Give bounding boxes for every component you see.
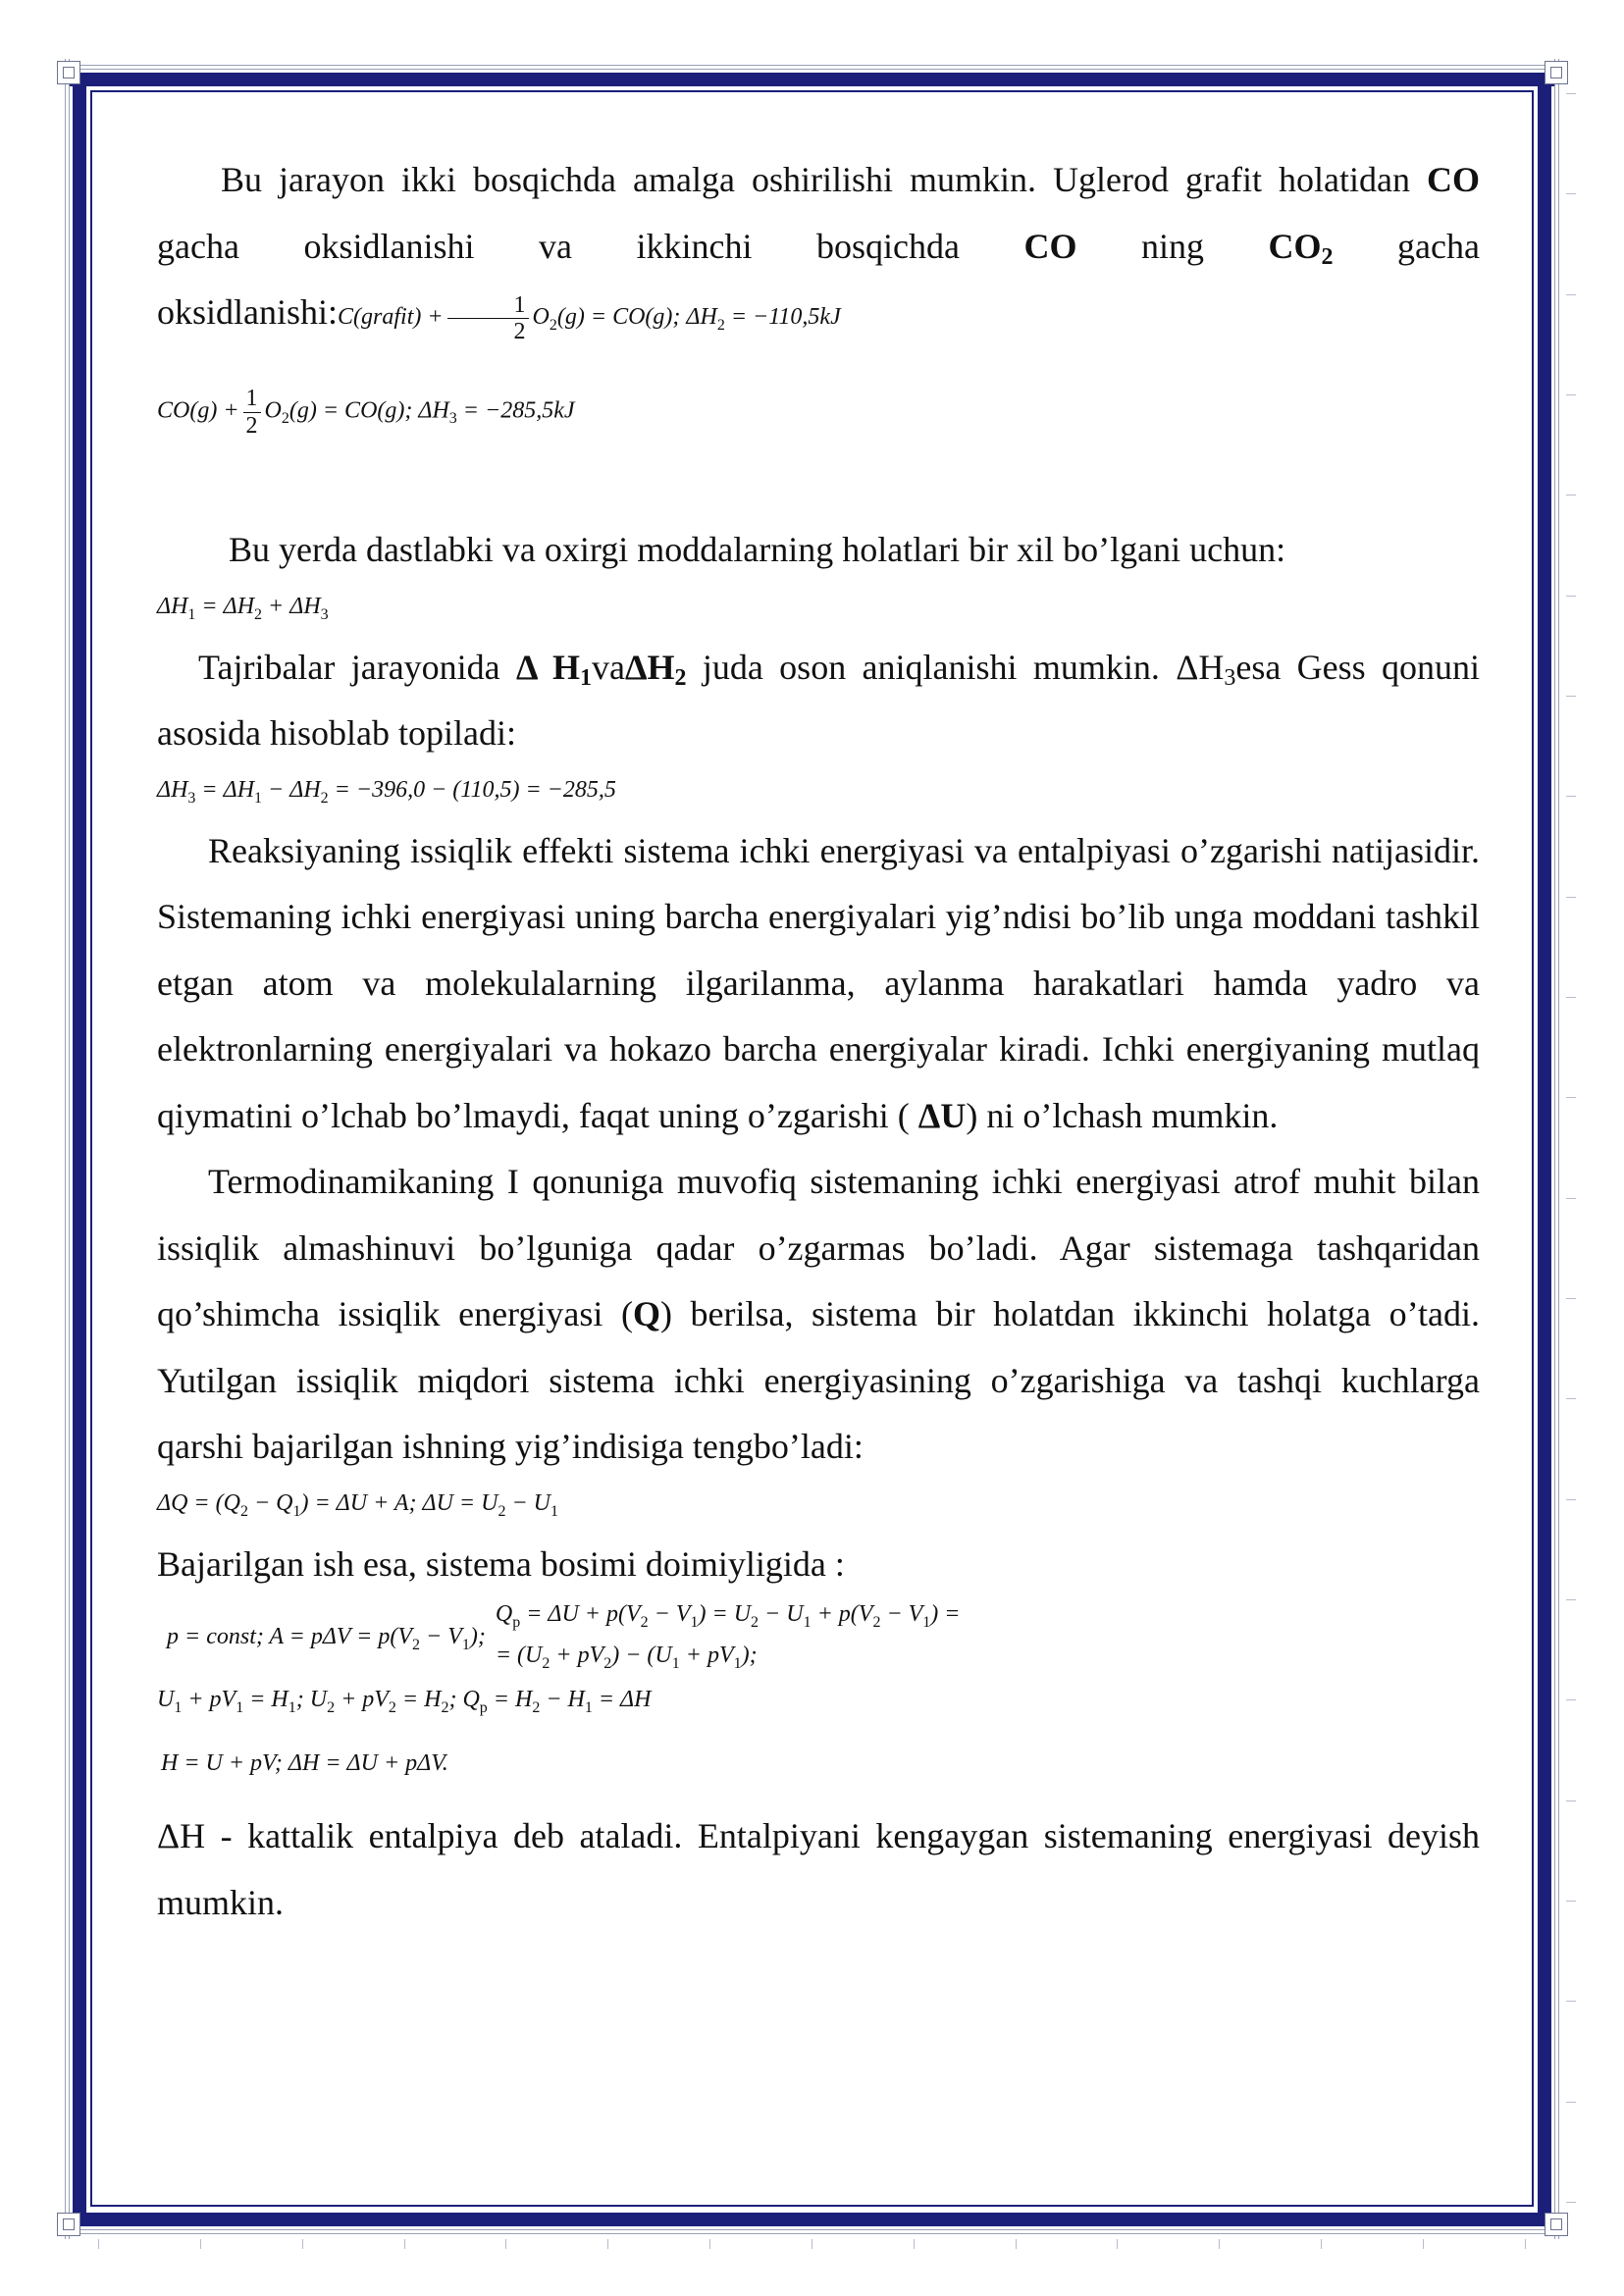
border-tick [1566, 193, 1576, 194]
equation-1: C(grafit) + $\frac{1}{2}$ $O_2(g) = CO(g)$; $\Delta H_2 = -110,5kJ$ [338, 291, 841, 344]
border-inner-line-right [1532, 90, 1534, 2207]
text: Bu jarayon ikki bosqichda amalga oshirilishi mumkin. Uglerod grafit holatidan [221, 160, 1410, 199]
border-tick [1566, 1398, 1576, 1399]
border-inner-line-top [90, 90, 1534, 92]
border-tick [404, 2239, 405, 2249]
delta-h1: Δ $H_1$ [516, 647, 592, 691]
border-tick [1566, 997, 1576, 998]
border-tick [1566, 495, 1576, 496]
paragraph-5: Termodinamikaning I qonuniga muvofiq sistemaning ichki energiyasi atrof muhit bilan issiqlik almashinuvi bo’lguniga qadar o’zgarmas bo’ladi. Agar sistemaga tashqaridan qo’shimcha issiqlik energiyasi (Q) berilsa, sistema bir holatdan ikkinchi holatga o’tadi. Yutilgan issiqlik miqdori sistema ichki energiyasining o’zgarishiga va tashqi kuchlarga qarshi bajarilgan ishning yig’indisiga tengbo’ladi: [157, 1162, 1480, 1467]
equation-5-row [157, 1481, 1480, 1532]
paragraph-1 [157, 147, 1480, 358]
border-tick [1566, 394, 1576, 395]
border-tick [1219, 2239, 1220, 2249]
border-tick [1566, 897, 1576, 898]
equation-5: $\Delta Q = (Q_2 - Q_1) = \Delta U + A$; $\Delta U = U_2 - U_1$ [157, 1490, 558, 1521]
border-corner-top-right [1545, 61, 1568, 84]
border-tick [1566, 294, 1576, 295]
paragraph-3: Tajribalar jarayonida Δ $H_1va\Delta H_2$ juda oson aniqlanishi mumkin. $\Delta H_3esa$ Gess qonuni asosida hisoblab topiladi: [157, 647, 1481, 754]
text: ning [1076, 226, 1269, 266]
equation-8: H = U + pV; ΔH = ΔU + pΔV. [161, 1749, 448, 1776]
border-right-band [1538, 76, 1551, 2220]
border-corner-bottom-right [1545, 2213, 1568, 2236]
paragraph-6: Bajarilgan ish esa, sistema bosimi doimiyligida : [157, 1543, 845, 1584]
border-tick [607, 2239, 608, 2249]
text: gacha oksidlanishi: [157, 226, 1480, 332]
border-left-band [73, 76, 86, 2220]
border-tick [1321, 2239, 1322, 2249]
border-tick [1117, 2239, 1118, 2249]
equation-6-left: p = const; $A = p\Delta V = p(V_2 - V_1)$; [167, 1623, 486, 1653]
document-body [157, 147, 1480, 1936]
equation-6-right: $Q_p = \Delta U + p(V_2 - V_1) = U_2 - U_1 + p(V_2 - V_1)$ = = $(U_2 + pV_2) - (U_1 + pV_1)$; [495, 1600, 961, 1673]
border-tick [302, 2239, 303, 2249]
border-tick [505, 2239, 506, 2249]
equation-7: $U_1 + pV_1 = H_1$; $U_2 + pV_2 = H_2$; $Q_p = H_2 - H_1 = \Delta H$ [157, 1686, 652, 1716]
border-tick [1566, 1198, 1576, 1199]
border-tick [200, 2239, 201, 2249]
border-top-band [70, 73, 1554, 86]
border-tick [709, 2239, 710, 2249]
border-tick [1016, 2239, 1017, 2249]
equation-2: CO(g) + $\frac{1}{2}$ $O_2(g) = CO(g)$; $\Delta H_3 = -285,5kJ$ [157, 386, 575, 439]
delta-h2: $\Delta H_2$ [624, 647, 687, 691]
border-tick [1566, 1699, 1576, 1700]
border-tick [1566, 2202, 1576, 2203]
border-tick [1566, 1097, 1576, 1098]
border-tick [1566, 1499, 1576, 1500]
border-tick [1423, 2239, 1424, 2249]
border-right-ticks [1566, 93, 1576, 2203]
equation-7-row [157, 1680, 1480, 1723]
border-tick [1566, 596, 1576, 597]
border-tick [1566, 1298, 1576, 1299]
border-corner-top-left [57, 61, 80, 84]
formula-co: CO [1023, 226, 1077, 266]
equation-6-row [157, 1597, 1480, 1680]
symbol-q: Q [632, 1294, 660, 1334]
equation-4-row [157, 767, 1480, 818]
equation-3-row [157, 584, 1480, 635]
border-inner-line-left [90, 90, 92, 2207]
border-inner-line-bottom [90, 2205, 1534, 2207]
border-tick [1566, 696, 1576, 697]
border-tick [1566, 1599, 1576, 1600]
equation-4: $\Delta H_3 = \Delta H_1 - \Delta H_2 = -396,0 - (110,5) = -285,5$ [157, 777, 616, 808]
border-tick [1566, 93, 1576, 94]
delta-u: ΔU [917, 1095, 967, 1135]
paragraph-7: ΔH - kattalik entalpiya deb ataladi. Entalpiyani kengaygan sistemaning energiyasi deyish mumkin. [157, 1816, 1480, 1922]
border-tick [1566, 2102, 1576, 2103]
equation-2-row [157, 358, 1480, 466]
equation-3: $\Delta H_1 = \Delta H_2 + \Delta H_3$ [157, 594, 329, 624]
border-tick [1525, 2239, 1526, 2249]
paragraph-2: Bu yerda dastlabki va oxirgi moddalarning holatlari bir xil bo’lgani uchun: [229, 530, 1286, 570]
border-tick [1566, 796, 1576, 797]
border-bottom-ticks [98, 2239, 1526, 2249]
equation-8-row [157, 1723, 1480, 1803]
formula-co: CO [1427, 160, 1480, 199]
border-corner-bottom-left [57, 2213, 80, 2236]
border-tick [1566, 2001, 1576, 2002]
paragraph-4: Reaksiyaning issiqlik effekti sistema ichki energiyasi va entalpiyasi o’zgarishi natijasidir. Sistemaning ichki energiyasi uning barcha energiyalari yig’ndisi bo’lib unga moddani tashkil etgan atom va molekulalarning ilgarilanma, aylanma harakatlari hamda yadro va elektronlarning energiyalari va hokazo barcha energiyalar kiradi. Ichki energiyaning mutlaq qiymatini o’lchab bo’lmaydi, faqat uning o’zgarishi ( ΔU) ni o’lchash mumkin. [157, 830, 1480, 1135]
formula-co2: $CO_2$ [1268, 226, 1334, 270]
text: gacha oksidlanishi va ikkinchi bosqichda [157, 226, 1024, 266]
border-tick [1566, 1800, 1576, 1801]
border-bottom-band [70, 2213, 1554, 2226]
border-tick [98, 2239, 99, 2249]
border-tick [914, 2239, 915, 2249]
border-tick [1566, 1901, 1576, 1902]
